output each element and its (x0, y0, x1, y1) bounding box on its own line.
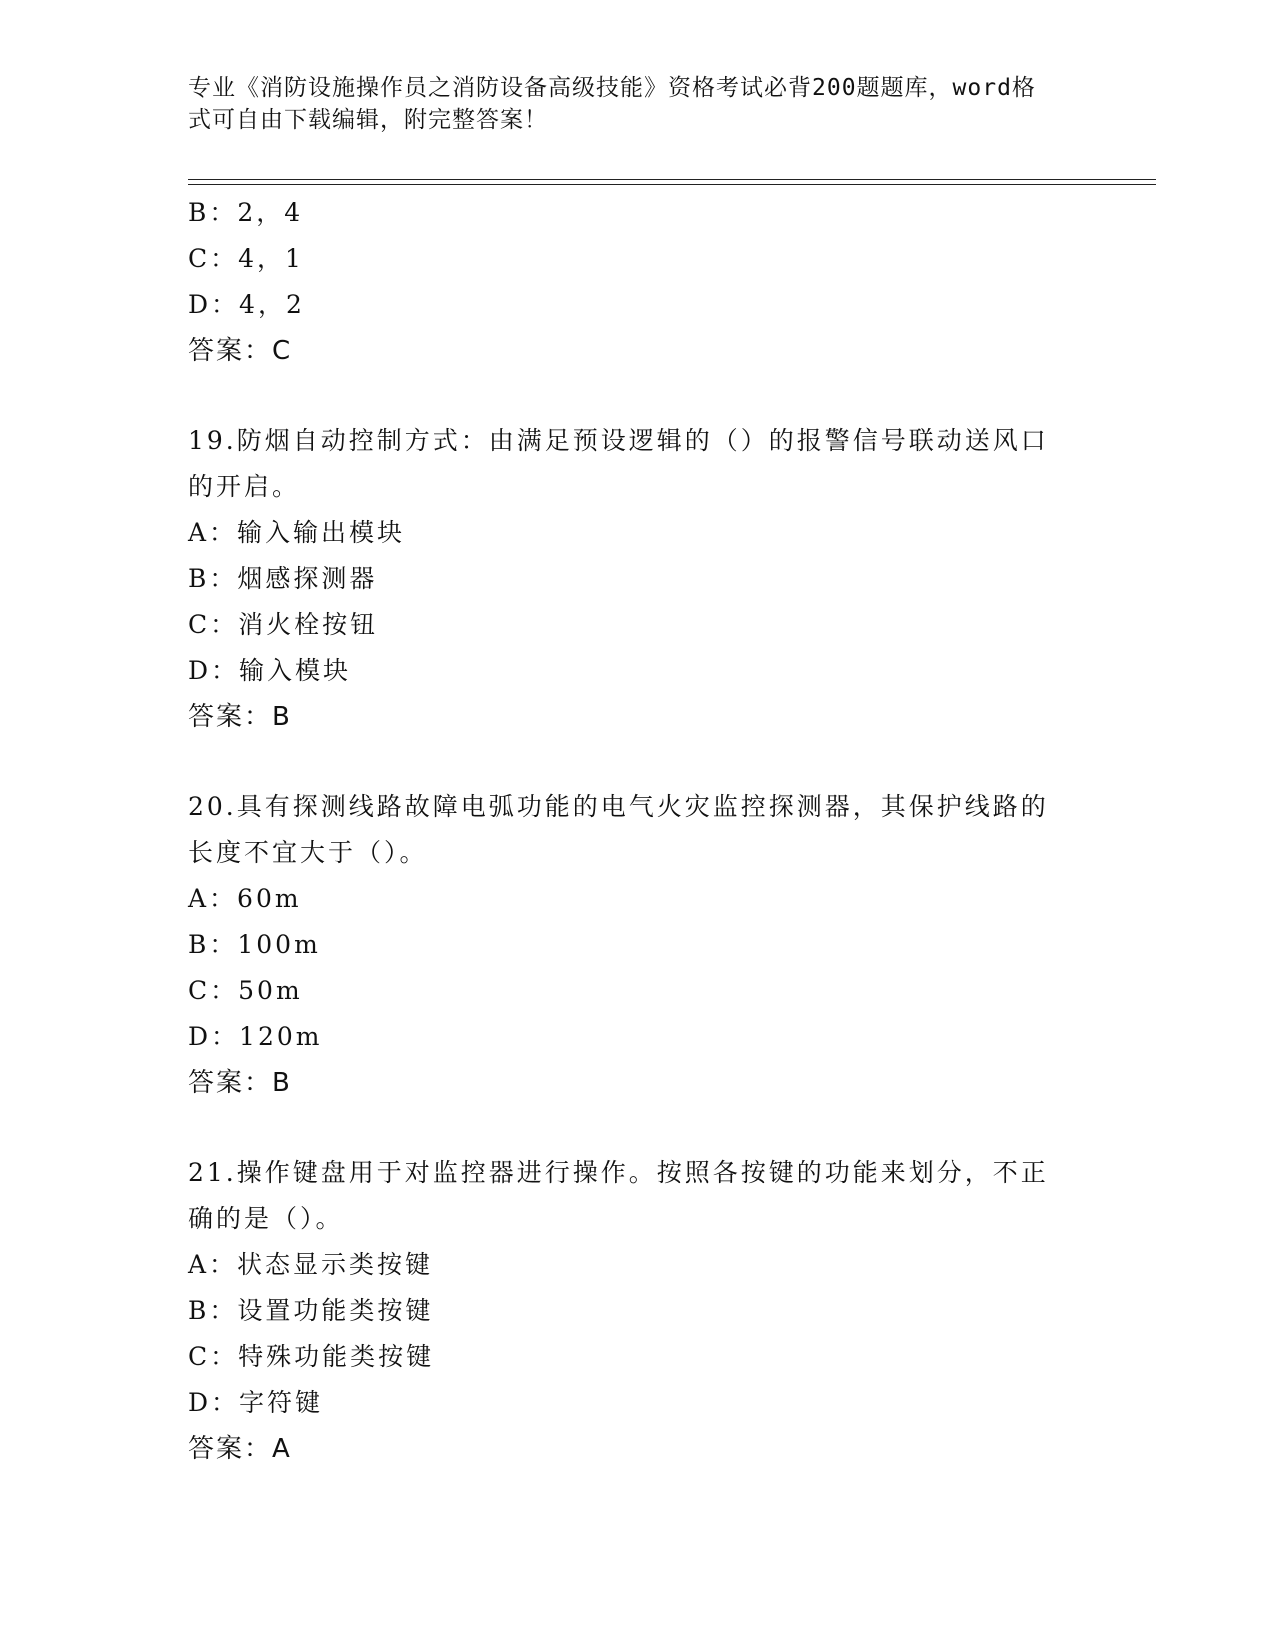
option-c: C：特殊功能类按键 (188, 1342, 435, 1371)
option-a: A：状态显示类按键 (188, 1250, 434, 1279)
answer-label: 答案：C (188, 336, 293, 366)
option-d: D：输入模块 (188, 656, 352, 685)
question-stem-line2: 长度不宜大于（）。 (188, 838, 428, 867)
answer-label: 答案：A (188, 1434, 292, 1464)
header-divider-bottom (188, 184, 1156, 185)
answer-label: 答案：B (188, 1068, 292, 1098)
question-block-19 (188, 418, 1068, 740)
header-divider-top (188, 179, 1156, 180)
option-c: C：50m (188, 976, 303, 1005)
option-d: D：4，2 (188, 290, 305, 319)
question-stem-line2: 确的是（）。 (188, 1204, 344, 1233)
option-a: A：60m (188, 884, 302, 913)
option-b: B：烟感探测器 (188, 564, 378, 593)
question-stem-line2: 的开启。 (188, 472, 301, 501)
option-a: A：输入输出模块 (188, 518, 406, 547)
option-b: B：设置功能类按键 (188, 1296, 434, 1325)
question-stem-line1: 20.具有探测线路故障电弧功能的电气火灾监控探测器，其保护线路的 (188, 792, 1049, 821)
option-c: C：4，1 (188, 244, 304, 273)
answer-label: 答案：B (188, 702, 292, 732)
question-block-20 (188, 784, 1068, 1106)
question-stem-line1: 21.操作键盘用于对监控器进行操作。按照各按键的功能来划分，不正 (188, 1158, 1049, 1187)
option-b: B：100m (188, 930, 321, 959)
option-b: B：2，4 (188, 198, 304, 227)
prev-question-block (188, 190, 1068, 374)
document-header (188, 72, 1068, 136)
option-c: C：消火栓按钮 (188, 610, 379, 639)
question-content (188, 190, 1068, 1472)
option-d: D：字符键 (188, 1388, 324, 1417)
question-block-21 (188, 1150, 1068, 1472)
option-d: D：120m (188, 1022, 323, 1051)
question-stem-line1: 19.防烟自动控制方式：由满足预设逻辑的（）的报警信号联动送风口 (188, 426, 1049, 455)
header-line-1: 专业《消防设施操作员之消防设备高级技能》资格考试必背200题题库，word格 (188, 75, 1036, 101)
header-line-2: 式可自由下载编辑，附完整答案！ (188, 107, 548, 133)
